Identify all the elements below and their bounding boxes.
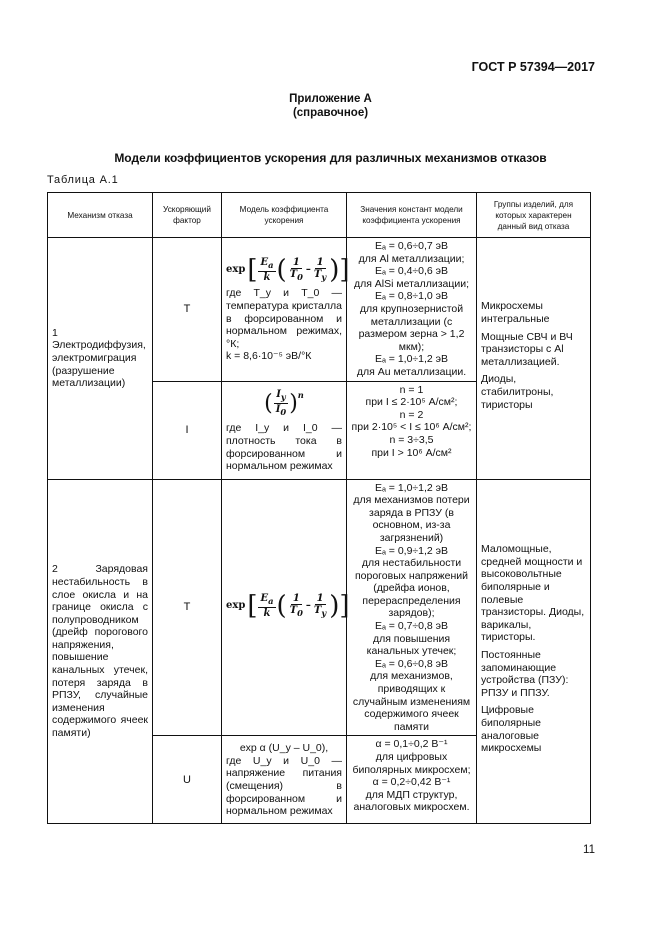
- group-item: Мощные СВЧ и ВЧ транзисторы с Al металлизацией.: [481, 330, 573, 368]
- group-item: Маломощные, средней мощности и высоковольтные биполярные и полевые транзисторы. Диоды, варикалы, тиристоры.: [481, 543, 585, 644]
- table-row: [48, 238, 591, 382]
- model-cell: [222, 381, 347, 479]
- constant-line: n = 3÷3,5: [389, 433, 434, 446]
- constant-line: для МДП структур, аналоговых микросхем.: [353, 788, 470, 814]
- group-item: Цифровые биполярные аналоговые микросхемы: [481, 704, 542, 755]
- document-title: Модели коэффициентов ускорения для различных механизмов отказов: [114, 151, 547, 165]
- constants-cell: [347, 736, 477, 824]
- factor-cell: I: [153, 381, 222, 479]
- constant-line: при I > 10⁶ А/см²: [371, 446, 452, 459]
- col-header-factor: Ускоряющий фактор: [153, 193, 222, 238]
- group-item: Диоды, стабилитроны, тиристоры: [481, 373, 554, 411]
- table-label: Таблица А.1: [47, 174, 119, 186]
- voltage-formula: exp α (U_y – U_0),: [239, 742, 329, 755]
- constant-line: для механизмов, приводящих к случайным изменениям содержимого ячеек памяти: [352, 670, 471, 733]
- constant-line: Eₐ = 0,8÷1,0 эВ: [374, 290, 449, 303]
- col-header-mechanism: Механизм отказа: [48, 193, 153, 238]
- model-cell: [222, 238, 350, 382]
- groups-cell: [477, 479, 591, 824]
- model-description: где U_y и U_0 — напряжение питания (смещения) в форсированном и нормальном режимах: [226, 754, 342, 818]
- appendix-subtitle: (справочное): [292, 107, 369, 119]
- table-row: [48, 479, 591, 736]
- constant-line: для крупнозернистой металлизации (с размером зерна > 1,2 мкм);: [358, 302, 465, 353]
- appendix-title: Приложение А: [289, 93, 372, 105]
- table-header-row: [48, 193, 591, 238]
- constant-line: n = 2: [399, 408, 424, 421]
- col-header-model: Модель коэффициента ускорения: [222, 193, 347, 238]
- model-description: где I_y и I_0 — плотность тока в форсированном и нормальном режимах: [226, 422, 342, 473]
- constant-line: для AlSi металлизации;: [353, 277, 470, 290]
- group-item: Постоянные запоминающие устройства (ПЗУ): РПЗУ и ППЗУ.: [481, 648, 569, 699]
- arrhenius-formula: exp [ $E_a$ k ( 1 $T_0$ – 1 $T_y$ ) ]: [226, 591, 350, 622]
- constant-line: для цифровых биполярных микросхем;: [352, 751, 471, 776]
- constant-line: Eₐ = 1,0÷1,2 эВ: [374, 353, 449, 366]
- constant-line: Eₐ = 0,4÷0,6 эВ: [374, 265, 449, 278]
- constant-line: α = 0,2÷0,42 В⁻¹: [372, 776, 451, 789]
- factor-cell: U: [153, 736, 222, 824]
- constant-line: для Al металлизации;: [358, 252, 465, 265]
- acceleration-models-table: [47, 192, 591, 824]
- boltzmann-constant: k = 8,6·10⁻⁵ эВ/°К: [226, 350, 312, 363]
- constant-line: для Au металлизации.: [356, 365, 467, 378]
- current-formula: ( $I_y$ $I_0$ ) $^n$: [264, 389, 304, 418]
- constant-line: n = 1: [399, 383, 424, 396]
- page-number: 11: [583, 844, 595, 856]
- constants-cell: [347, 479, 477, 736]
- constant-line: Eₐ = 0,7÷0,8 эВ: [374, 620, 449, 633]
- model-description: где T_y и T_0 — температура кристалла в форсированном и нормальном режимах, °К;: [226, 287, 342, 350]
- standard-number: ГОСТ Р 57394—2017: [471, 60, 595, 74]
- arrhenius-formula: exp [ $E_a$ k ( 1 $T_0$ – 1 $T_y$ ) ]: [226, 255, 350, 286]
- factor-cell: T: [153, 238, 222, 382]
- constant-line: для механизмов потери заряда в РПЗУ (в основном, из-за загрязнений): [353, 494, 470, 544]
- factor-cell: T: [153, 479, 222, 736]
- constants-cell: [347, 238, 477, 382]
- model-cell: [222, 479, 350, 736]
- constant-line: Eₐ = 0,9÷1,2 эВ: [374, 544, 449, 557]
- model-cell: [222, 736, 347, 824]
- constant-line: α = 0,1÷0,2 В⁻¹: [375, 738, 448, 751]
- mechanism-cell: 1 Электродиффузия, электромиграция (разрушение металлизации): [48, 238, 153, 480]
- col-header-groups: Группы изделий, для которых характерен данный вид отказа: [477, 193, 591, 238]
- constant-line: для повышения канальных утечек;: [366, 632, 457, 658]
- col-header-constants: Значения констант модели коэффициента ускорения: [347, 193, 477, 238]
- constant-line: при 2·10⁵ < I ≤ 10⁶ А/см²;: [351, 421, 472, 434]
- mechanism-cell: 2 Зарядовая нестабильность в слое окисла и на границе окисла с полупроводником (дрейф порогового напряжения, повышение канальных утечек, потеря заряда в РПЗУ, случайные изменения содержимого ячеек памяти): [48, 479, 153, 824]
- constant-line: Eₐ = 0,6÷0,8 эВ: [374, 657, 449, 670]
- constant-line: для нестабильности пороговых напряжений (дрейфа ионов, перераспределения зарядов);: [354, 557, 469, 620]
- constant-line: Eₐ = 1,0÷1,2 эВ: [374, 481, 449, 494]
- group-item: Микросхемы интегральные: [481, 300, 550, 325]
- constants-cell: [347, 381, 477, 479]
- constant-line: при I ≤ 2·10⁵ А/см²;: [365, 396, 458, 409]
- constant-line: Eₐ = 0,6÷0,7 эВ: [374, 240, 449, 252]
- groups-cell: [477, 238, 591, 480]
